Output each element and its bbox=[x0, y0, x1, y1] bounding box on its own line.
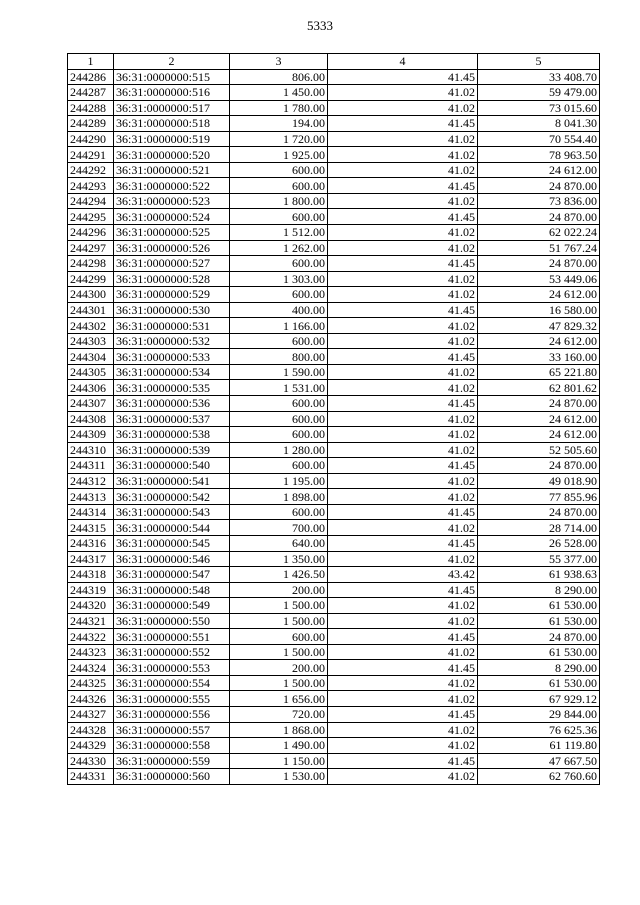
area-cell: 1 426.50 bbox=[230, 567, 328, 583]
cadastral-number-cell: 36:31:0000000:546 bbox=[114, 551, 230, 567]
value-cell: 24 612.00 bbox=[478, 333, 600, 349]
row-number-cell: 244314 bbox=[68, 504, 114, 520]
cadastral-number-cell: 36:31:0000000:557 bbox=[114, 722, 230, 738]
table-body bbox=[68, 69, 600, 784]
rate-cell: 41.02 bbox=[328, 551, 478, 567]
cadastral-number-cell: 36:31:0000000:542 bbox=[114, 489, 230, 505]
table-row bbox=[68, 504, 600, 520]
value-cell: 53 449.06 bbox=[478, 271, 600, 287]
row-number-cell: 244318 bbox=[68, 567, 114, 583]
value-cell: 61 530.00 bbox=[478, 644, 600, 660]
cadastral-number-cell: 36:31:0000000:556 bbox=[114, 706, 230, 722]
row-number-cell: 244294 bbox=[68, 193, 114, 209]
rate-cell: 41.45 bbox=[328, 535, 478, 551]
row-number-cell: 244290 bbox=[68, 131, 114, 147]
table-row bbox=[68, 535, 600, 551]
cadastral-number-cell: 36:31:0000000:526 bbox=[114, 240, 230, 256]
cadastral-number-cell: 36:31:0000000:527 bbox=[114, 256, 230, 272]
row-number-cell: 244305 bbox=[68, 364, 114, 380]
value-cell: 47 667.50 bbox=[478, 753, 600, 769]
cadastral-number-cell: 36:31:0000000:518 bbox=[114, 116, 230, 132]
value-cell: 61 530.00 bbox=[478, 675, 600, 691]
cadastral-number-cell: 36:31:0000000:517 bbox=[114, 100, 230, 116]
rate-cell: 41.02 bbox=[328, 722, 478, 738]
value-cell: 65 221.80 bbox=[478, 364, 600, 380]
row-number-cell: 244320 bbox=[68, 598, 114, 614]
value-cell: 73 836.00 bbox=[478, 193, 600, 209]
table-row bbox=[68, 116, 600, 132]
area-cell: 1 166.00 bbox=[230, 318, 328, 334]
area-cell: 800.00 bbox=[230, 349, 328, 365]
table-row bbox=[68, 613, 600, 629]
area-cell: 1 800.00 bbox=[230, 193, 328, 209]
rate-cell: 41.02 bbox=[328, 240, 478, 256]
row-number-cell: 244288 bbox=[68, 100, 114, 116]
cadastral-number-cell: 36:31:0000000:543 bbox=[114, 504, 230, 520]
area-cell: 1 590.00 bbox=[230, 364, 328, 380]
table-row bbox=[68, 147, 600, 163]
rate-cell: 41.02 bbox=[328, 318, 478, 334]
table-row bbox=[68, 287, 600, 303]
table-row bbox=[68, 318, 600, 334]
row-number-cell: 244315 bbox=[68, 520, 114, 536]
area-cell: 600.00 bbox=[230, 333, 328, 349]
table-row bbox=[68, 131, 600, 147]
area-cell: 1 500.00 bbox=[230, 675, 328, 691]
row-number-cell: 244295 bbox=[68, 209, 114, 225]
cadastral-number-cell: 36:31:0000000:553 bbox=[114, 660, 230, 676]
table-row bbox=[68, 473, 600, 489]
rate-cell: 41.45 bbox=[328, 458, 478, 474]
column-header-4: 4 bbox=[328, 54, 478, 70]
cadastral-number-cell: 36:31:0000000:531 bbox=[114, 318, 230, 334]
cadastral-number-cell: 36:31:0000000:532 bbox=[114, 333, 230, 349]
cadastral-number-cell: 36:31:0000000:548 bbox=[114, 582, 230, 598]
area-cell: 600.00 bbox=[230, 178, 328, 194]
cadastral-number-cell: 36:31:0000000:544 bbox=[114, 520, 230, 536]
row-number-cell: 244300 bbox=[68, 287, 114, 303]
table-row bbox=[68, 675, 600, 691]
row-number-cell: 244307 bbox=[68, 396, 114, 412]
area-cell: 1 280.00 bbox=[230, 442, 328, 458]
row-number-cell: 244299 bbox=[68, 271, 114, 287]
row-number-cell: 244322 bbox=[68, 629, 114, 645]
rate-cell: 41.45 bbox=[328, 582, 478, 598]
table-row bbox=[68, 302, 600, 318]
table-row bbox=[68, 598, 600, 614]
row-number-cell: 244292 bbox=[68, 162, 114, 178]
value-cell: 28 714.00 bbox=[478, 520, 600, 536]
table-row bbox=[68, 644, 600, 660]
row-number-cell: 244330 bbox=[68, 753, 114, 769]
value-cell: 47 829.32 bbox=[478, 318, 600, 334]
data-table bbox=[67, 53, 600, 785]
area-cell: 194.00 bbox=[230, 116, 328, 132]
cadastral-number-cell: 36:31:0000000:525 bbox=[114, 225, 230, 241]
value-cell: 24 870.00 bbox=[478, 629, 600, 645]
rate-cell: 41.02 bbox=[328, 85, 478, 101]
area-cell: 640.00 bbox=[230, 535, 328, 551]
table-row bbox=[68, 520, 600, 536]
table-row bbox=[68, 396, 600, 412]
table-row bbox=[68, 582, 600, 598]
rate-cell: 41.02 bbox=[328, 411, 478, 427]
row-number-cell: 244312 bbox=[68, 473, 114, 489]
row-number-cell: 244301 bbox=[68, 302, 114, 318]
table-row bbox=[68, 458, 600, 474]
table-header-row bbox=[68, 54, 600, 70]
rate-cell: 41.02 bbox=[328, 380, 478, 396]
table-row bbox=[68, 85, 600, 101]
table-row bbox=[68, 178, 600, 194]
rate-cell: 41.02 bbox=[328, 738, 478, 754]
area-cell: 600.00 bbox=[230, 629, 328, 645]
value-cell: 24 870.00 bbox=[478, 504, 600, 520]
area-cell: 1 500.00 bbox=[230, 613, 328, 629]
column-header-1: 1 bbox=[68, 54, 114, 70]
value-cell: 24 612.00 bbox=[478, 427, 600, 443]
rate-cell: 41.02 bbox=[328, 271, 478, 287]
rate-cell: 41.45 bbox=[328, 753, 478, 769]
rate-cell: 41.02 bbox=[328, 427, 478, 443]
row-number-cell: 244313 bbox=[68, 489, 114, 505]
area-cell: 1 262.00 bbox=[230, 240, 328, 256]
table-row bbox=[68, 691, 600, 707]
cadastral-number-cell: 36:31:0000000:537 bbox=[114, 411, 230, 427]
rate-cell: 41.02 bbox=[328, 162, 478, 178]
cadastral-number-cell: 36:31:0000000:536 bbox=[114, 396, 230, 412]
column-header-3: 3 bbox=[230, 54, 328, 70]
cadastral-number-cell: 36:31:0000000:560 bbox=[114, 769, 230, 785]
cadastral-number-cell: 36:31:0000000:530 bbox=[114, 302, 230, 318]
value-cell: 29 844.00 bbox=[478, 706, 600, 722]
value-cell: 70 554.40 bbox=[478, 131, 600, 147]
cadastral-number-cell: 36:31:0000000:559 bbox=[114, 753, 230, 769]
rate-cell: 41.02 bbox=[328, 193, 478, 209]
row-number-cell: 244331 bbox=[68, 769, 114, 785]
area-cell: 1 656.00 bbox=[230, 691, 328, 707]
table-row bbox=[68, 753, 600, 769]
rate-cell: 41.02 bbox=[328, 644, 478, 660]
value-cell: 24 612.00 bbox=[478, 411, 600, 427]
row-number-cell: 244323 bbox=[68, 644, 114, 660]
value-cell: 33 408.70 bbox=[478, 69, 600, 85]
table-row bbox=[68, 333, 600, 349]
table-row bbox=[68, 209, 600, 225]
area-cell: 1 450.00 bbox=[230, 85, 328, 101]
row-number-cell: 244321 bbox=[68, 613, 114, 629]
row-number-cell: 244298 bbox=[68, 256, 114, 272]
rate-cell: 41.02 bbox=[328, 100, 478, 116]
value-cell: 8 290.00 bbox=[478, 660, 600, 676]
value-cell: 62 801.62 bbox=[478, 380, 600, 396]
cadastral-number-cell: 36:31:0000000:545 bbox=[114, 535, 230, 551]
area-cell: 600.00 bbox=[230, 411, 328, 427]
area-cell: 400.00 bbox=[230, 302, 328, 318]
row-number-cell: 244306 bbox=[68, 380, 114, 396]
cadastral-number-cell: 36:31:0000000:528 bbox=[114, 271, 230, 287]
value-cell: 24 870.00 bbox=[478, 178, 600, 194]
table-row bbox=[68, 660, 600, 676]
row-number-cell: 244326 bbox=[68, 691, 114, 707]
rate-cell: 41.02 bbox=[328, 473, 478, 489]
area-cell: 1 303.00 bbox=[230, 271, 328, 287]
rate-cell: 41.02 bbox=[328, 131, 478, 147]
rate-cell: 41.02 bbox=[328, 520, 478, 536]
value-cell: 76 625.36 bbox=[478, 722, 600, 738]
table-row bbox=[68, 349, 600, 365]
area-cell: 1 925.00 bbox=[230, 147, 328, 163]
cadastral-number-cell: 36:31:0000000:534 bbox=[114, 364, 230, 380]
table-row bbox=[68, 442, 600, 458]
cadastral-number-cell: 36:31:0000000:539 bbox=[114, 442, 230, 458]
area-cell: 806.00 bbox=[230, 69, 328, 85]
row-number-cell: 244303 bbox=[68, 333, 114, 349]
value-cell: 55 377.00 bbox=[478, 551, 600, 567]
cadastral-number-cell: 36:31:0000000:551 bbox=[114, 629, 230, 645]
value-cell: 78 963.50 bbox=[478, 147, 600, 163]
value-cell: 49 018.90 bbox=[478, 473, 600, 489]
table-row bbox=[68, 427, 600, 443]
value-cell: 8 290.00 bbox=[478, 582, 600, 598]
row-number-cell: 244319 bbox=[68, 582, 114, 598]
area-cell: 600.00 bbox=[230, 209, 328, 225]
value-cell: 61 530.00 bbox=[478, 613, 600, 629]
area-cell: 1 490.00 bbox=[230, 738, 328, 754]
rate-cell: 41.45 bbox=[328, 69, 478, 85]
row-number-cell: 244304 bbox=[68, 349, 114, 365]
cadastral-number-cell: 36:31:0000000:547 bbox=[114, 567, 230, 583]
area-cell: 1 868.00 bbox=[230, 722, 328, 738]
rate-cell: 41.45 bbox=[328, 209, 478, 225]
value-cell: 61 938.63 bbox=[478, 567, 600, 583]
rate-cell: 41.02 bbox=[328, 287, 478, 303]
rate-cell: 41.02 bbox=[328, 147, 478, 163]
rate-cell: 41.02 bbox=[328, 691, 478, 707]
cadastral-number-cell: 36:31:0000000:519 bbox=[114, 131, 230, 147]
cadastral-number-cell: 36:31:0000000:558 bbox=[114, 738, 230, 754]
area-cell: 600.00 bbox=[230, 427, 328, 443]
table-row bbox=[68, 551, 600, 567]
row-number-cell: 244308 bbox=[68, 411, 114, 427]
area-cell: 200.00 bbox=[230, 660, 328, 676]
area-cell: 1 898.00 bbox=[230, 489, 328, 505]
table-row bbox=[68, 411, 600, 427]
table-row bbox=[68, 722, 600, 738]
area-cell: 1 195.00 bbox=[230, 473, 328, 489]
table-row bbox=[68, 256, 600, 272]
area-cell: 600.00 bbox=[230, 287, 328, 303]
cadastral-number-cell: 36:31:0000000:541 bbox=[114, 473, 230, 489]
area-cell: 600.00 bbox=[230, 162, 328, 178]
table-row bbox=[68, 567, 600, 583]
rate-cell: 41.02 bbox=[328, 675, 478, 691]
cadastral-number-cell: 36:31:0000000:521 bbox=[114, 162, 230, 178]
value-cell: 26 528.00 bbox=[478, 535, 600, 551]
table-row bbox=[68, 100, 600, 116]
area-cell: 1 720.00 bbox=[230, 131, 328, 147]
area-cell: 1 150.00 bbox=[230, 753, 328, 769]
rate-cell: 41.45 bbox=[328, 178, 478, 194]
area-cell: 600.00 bbox=[230, 458, 328, 474]
table-row bbox=[68, 271, 600, 287]
value-cell: 62 760.60 bbox=[478, 769, 600, 785]
rate-cell: 41.02 bbox=[328, 613, 478, 629]
cadastral-number-cell: 36:31:0000000:524 bbox=[114, 209, 230, 225]
cadastral-number-cell: 36:31:0000000:549 bbox=[114, 598, 230, 614]
area-cell: 1 530.00 bbox=[230, 769, 328, 785]
row-number-cell: 244297 bbox=[68, 240, 114, 256]
value-cell: 59 479.00 bbox=[478, 85, 600, 101]
value-cell: 16 580.00 bbox=[478, 302, 600, 318]
value-cell: 24 870.00 bbox=[478, 458, 600, 474]
rate-cell: 41.45 bbox=[328, 706, 478, 722]
area-cell: 600.00 bbox=[230, 504, 328, 520]
area-cell: 1 500.00 bbox=[230, 598, 328, 614]
table-row bbox=[68, 489, 600, 505]
value-cell: 8 041.30 bbox=[478, 116, 600, 132]
cadastral-number-cell: 36:31:0000000:522 bbox=[114, 178, 230, 194]
value-cell: 24 870.00 bbox=[478, 396, 600, 412]
value-cell: 77 855.96 bbox=[478, 489, 600, 505]
cadastral-number-cell: 36:31:0000000:550 bbox=[114, 613, 230, 629]
area-cell: 1 350.00 bbox=[230, 551, 328, 567]
rate-cell: 41.45 bbox=[328, 256, 478, 272]
row-number-cell: 244316 bbox=[68, 535, 114, 551]
cadastral-number-cell: 36:31:0000000:540 bbox=[114, 458, 230, 474]
value-cell: 24 870.00 bbox=[478, 256, 600, 272]
cadastral-number-cell: 36:31:0000000:538 bbox=[114, 427, 230, 443]
row-number-cell: 244286 bbox=[68, 69, 114, 85]
value-cell: 33 160.00 bbox=[478, 349, 600, 365]
area-cell: 700.00 bbox=[230, 520, 328, 536]
rate-cell: 41.45 bbox=[328, 660, 478, 676]
row-number-cell: 244309 bbox=[68, 427, 114, 443]
rate-cell: 43.42 bbox=[328, 567, 478, 583]
row-number-cell: 244291 bbox=[68, 147, 114, 163]
rate-cell: 41.02 bbox=[328, 598, 478, 614]
cadastral-number-cell: 36:31:0000000:515 bbox=[114, 69, 230, 85]
rate-cell: 41.02 bbox=[328, 225, 478, 241]
value-cell: 61 530.00 bbox=[478, 598, 600, 614]
table-row bbox=[68, 706, 600, 722]
rate-cell: 41.02 bbox=[328, 364, 478, 380]
rate-cell: 41.02 bbox=[328, 333, 478, 349]
row-number-cell: 244302 bbox=[68, 318, 114, 334]
rate-cell: 41.45 bbox=[328, 504, 478, 520]
row-number-cell: 244324 bbox=[68, 660, 114, 676]
rate-cell: 41.45 bbox=[328, 116, 478, 132]
table-row bbox=[68, 162, 600, 178]
rate-cell: 41.45 bbox=[328, 396, 478, 412]
column-header-5: 5 bbox=[478, 54, 600, 70]
rate-cell: 41.02 bbox=[328, 489, 478, 505]
table-row bbox=[68, 380, 600, 396]
area-cell: 1 512.00 bbox=[230, 225, 328, 241]
value-cell: 24 612.00 bbox=[478, 162, 600, 178]
cadastral-number-cell: 36:31:0000000:555 bbox=[114, 691, 230, 707]
row-number-cell: 244293 bbox=[68, 178, 114, 194]
cadastral-number-cell: 36:31:0000000:535 bbox=[114, 380, 230, 396]
value-cell: 24 870.00 bbox=[478, 209, 600, 225]
table-row bbox=[68, 193, 600, 209]
row-number-cell: 244296 bbox=[68, 225, 114, 241]
cadastral-number-cell: 36:31:0000000:516 bbox=[114, 85, 230, 101]
value-cell: 51 767.24 bbox=[478, 240, 600, 256]
value-cell: 52 505.60 bbox=[478, 442, 600, 458]
row-number-cell: 244317 bbox=[68, 551, 114, 567]
value-cell: 73 015.60 bbox=[478, 100, 600, 116]
cadastral-number-cell: 36:31:0000000:529 bbox=[114, 287, 230, 303]
table-row bbox=[68, 225, 600, 241]
value-cell: 24 612.00 bbox=[478, 287, 600, 303]
table-row bbox=[68, 769, 600, 785]
row-number-cell: 244311 bbox=[68, 458, 114, 474]
cadastral-number-cell: 36:31:0000000:554 bbox=[114, 675, 230, 691]
row-number-cell: 244328 bbox=[68, 722, 114, 738]
row-number-cell: 244310 bbox=[68, 442, 114, 458]
cadastral-number-cell: 36:31:0000000:533 bbox=[114, 349, 230, 365]
row-number-cell: 244327 bbox=[68, 706, 114, 722]
area-cell: 1 780.00 bbox=[230, 100, 328, 116]
page-number: 5333 bbox=[307, 18, 333, 33]
rate-cell: 41.02 bbox=[328, 442, 478, 458]
table-row bbox=[68, 69, 600, 85]
table-row bbox=[68, 240, 600, 256]
value-cell: 62 022.24 bbox=[478, 225, 600, 241]
area-cell: 200.00 bbox=[230, 582, 328, 598]
value-cell: 61 119.80 bbox=[478, 738, 600, 754]
value-cell: 67 929.12 bbox=[478, 691, 600, 707]
area-cell: 600.00 bbox=[230, 396, 328, 412]
cadastral-number-cell: 36:31:0000000:520 bbox=[114, 147, 230, 163]
cadastral-number-cell: 36:31:0000000:523 bbox=[114, 193, 230, 209]
table-row bbox=[68, 364, 600, 380]
rate-cell: 41.45 bbox=[328, 302, 478, 318]
row-number-cell: 244289 bbox=[68, 116, 114, 132]
rate-cell: 41.02 bbox=[328, 769, 478, 785]
area-cell: 1 531.00 bbox=[230, 380, 328, 396]
rate-cell: 41.45 bbox=[328, 629, 478, 645]
table-row bbox=[68, 738, 600, 754]
area-cell: 1 500.00 bbox=[230, 644, 328, 660]
row-number-cell: 244329 bbox=[68, 738, 114, 754]
row-number-cell: 244325 bbox=[68, 675, 114, 691]
rate-cell: 41.45 bbox=[328, 349, 478, 365]
area-cell: 720.00 bbox=[230, 706, 328, 722]
column-header-2: 2 bbox=[114, 54, 230, 70]
table-row bbox=[68, 629, 600, 645]
cadastral-number-cell: 36:31:0000000:552 bbox=[114, 644, 230, 660]
row-number-cell: 244287 bbox=[68, 85, 114, 101]
area-cell: 600.00 bbox=[230, 256, 328, 272]
